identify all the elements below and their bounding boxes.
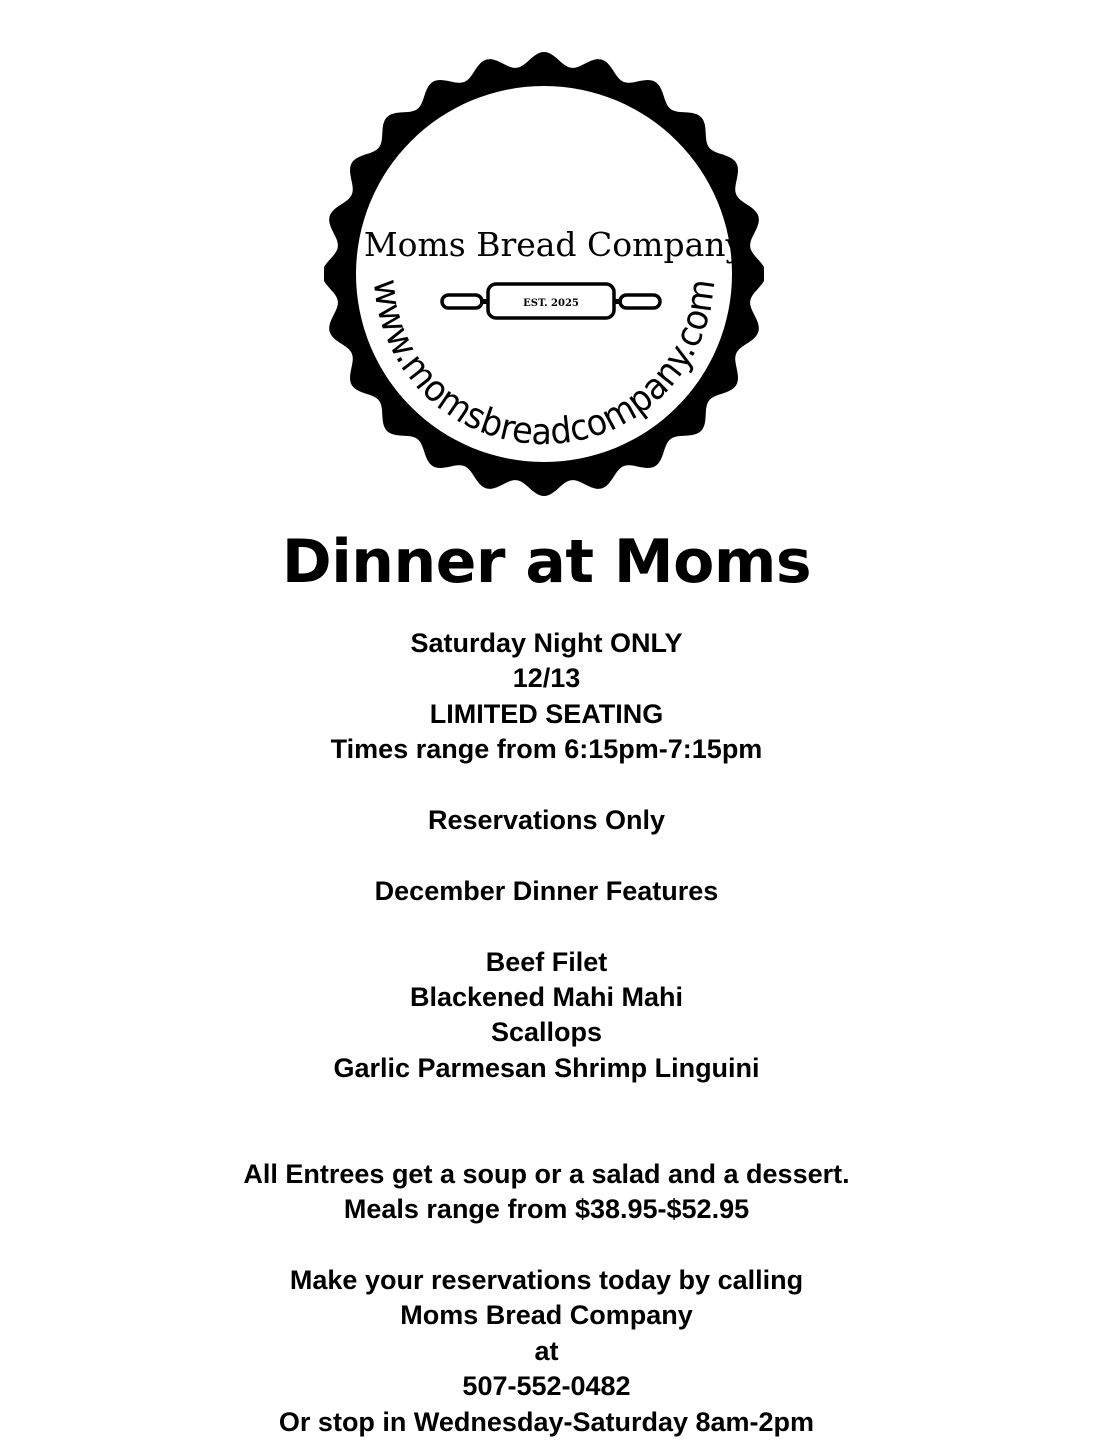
feature-item: Garlic Parmesan Shrimp Linguini xyxy=(333,1052,760,1083)
logo-inner-circle xyxy=(356,86,732,462)
feature-item: Beef Filet xyxy=(485,946,608,977)
entrees-note: All Entrees get a soup or a salad and a dessert. xyxy=(243,1158,850,1189)
bread-company-logo xyxy=(324,50,764,498)
features-heading: December Dinner Features xyxy=(374,875,719,906)
spacer xyxy=(0,768,1093,803)
contact-hours: Or stop in Wednesday-Saturday 8am-2pm xyxy=(278,1406,815,1437)
spacer xyxy=(0,1086,1093,1121)
spacer xyxy=(0,1121,1093,1156)
feature-item: Blackened Mahi Mahi xyxy=(409,981,684,1012)
contact-at: at xyxy=(534,1335,559,1366)
price-range: Meals range from $38.95-$52.95 xyxy=(343,1194,750,1225)
contact-phone: 507-552-0482 xyxy=(462,1371,631,1402)
event-day: Saturday Night ONLY xyxy=(410,628,683,658)
logo-url-text: www.momsbreadcompany.com xyxy=(364,274,724,454)
event-times: Times range from 6:15pm-7:15pm xyxy=(330,734,763,765)
contact-company: Moms Bread Company xyxy=(400,1300,693,1331)
feature-item: Scallops xyxy=(490,1017,603,1048)
event-details xyxy=(0,626,1093,1440)
contact-call: Make your reservations today by calling xyxy=(289,1265,804,1296)
spacer xyxy=(0,1228,1093,1263)
spacer xyxy=(0,909,1093,944)
spacer xyxy=(0,838,1093,873)
event-date: 12/13 xyxy=(512,663,581,694)
reservations-note: Reservations Only xyxy=(427,804,666,835)
event-seating: LIMITED SEATING xyxy=(429,698,664,729)
logo-est-text: EST. 2025 xyxy=(523,298,579,309)
page-title: Dinner at Moms xyxy=(281,527,812,597)
logo-badge xyxy=(324,50,764,498)
logo-company-name: Moms Bread Company xyxy=(363,225,745,264)
